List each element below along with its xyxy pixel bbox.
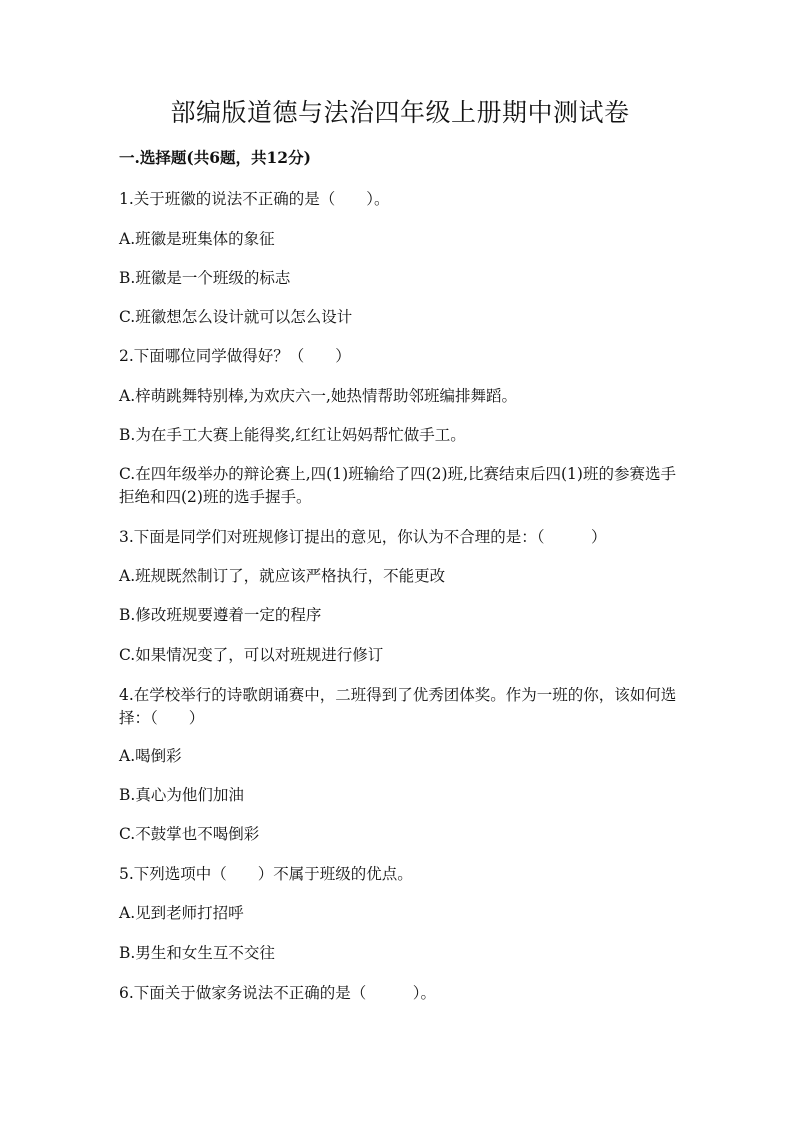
question-4-stem: 4.在学校举行的诗歌朗诵赛中，二班得到了优秀团体奖。作为一班的你，该如何选择：（ ） [119, 686, 677, 727]
question-5-stem: 5.下列选项中（ ）不属于班级的优点。 [119, 865, 413, 883]
question-3-option-b: B.修改班规要遵着一定的程序 [119, 606, 322, 624]
question-3-option-c: C.如果情况变了，可以对班规进行修订 [119, 646, 384, 664]
question-5-option-b: B.男生和女生互不交往 [119, 944, 275, 962]
question-1-option-c: C.班徽想怎么设计就可以怎么设计 [119, 308, 353, 326]
document-title: 部编版道德与法治四年级上册期中测试卷 [170, 98, 630, 127]
question-1-stem: 1.关于班徽的说法不正确的是（ ）。 [119, 190, 390, 208]
section-heading: 一.选择题(共6题，共12分) [119, 148, 311, 167]
question-2-option-c: C.在四年级举办的辩论赛上,四(1)班输给了四(2)班,比赛结束后四(1)班的参赛选手拒绝和四(2)班的选手握手。 [119, 465, 676, 506]
question-4-option-c: C.不鼓掌也不喝倒彩 [119, 825, 260, 843]
question-2-option-a: A.梓萌跳舞特别棒,为欢庆六一,她热情帮助邻班编排舞蹈。 [119, 387, 517, 405]
question-4-option-a: A.喝倒彩 [119, 747, 182, 765]
question-2-stem: 2.下面哪位同学做得好？（ ） [119, 347, 351, 365]
question-1-option-a: A.班徽是班集体的象征 [119, 230, 275, 248]
question-1-option-b: B.班徽是一个班级的标志 [119, 269, 291, 287]
question-3-stem: 3.下面是同学们对班规修订提出的意见，你认为不合理的是：（ ） [119, 528, 607, 546]
question-4-option-b: B.真心为他们加油 [119, 786, 244, 804]
question-3-option-a: A.班规既然制订了，就应该严格执行，不能更改 [119, 567, 446, 585]
question-6-stem: 6.下面关于做家务说法不正确的是（ ）。 [119, 984, 437, 1002]
question-5-option-a: A.见到老师打招呼 [119, 904, 244, 922]
question-2-option-b: B.为在手工大赛上能得奖,红红让妈妈帮忙做手工。 [119, 426, 466, 444]
